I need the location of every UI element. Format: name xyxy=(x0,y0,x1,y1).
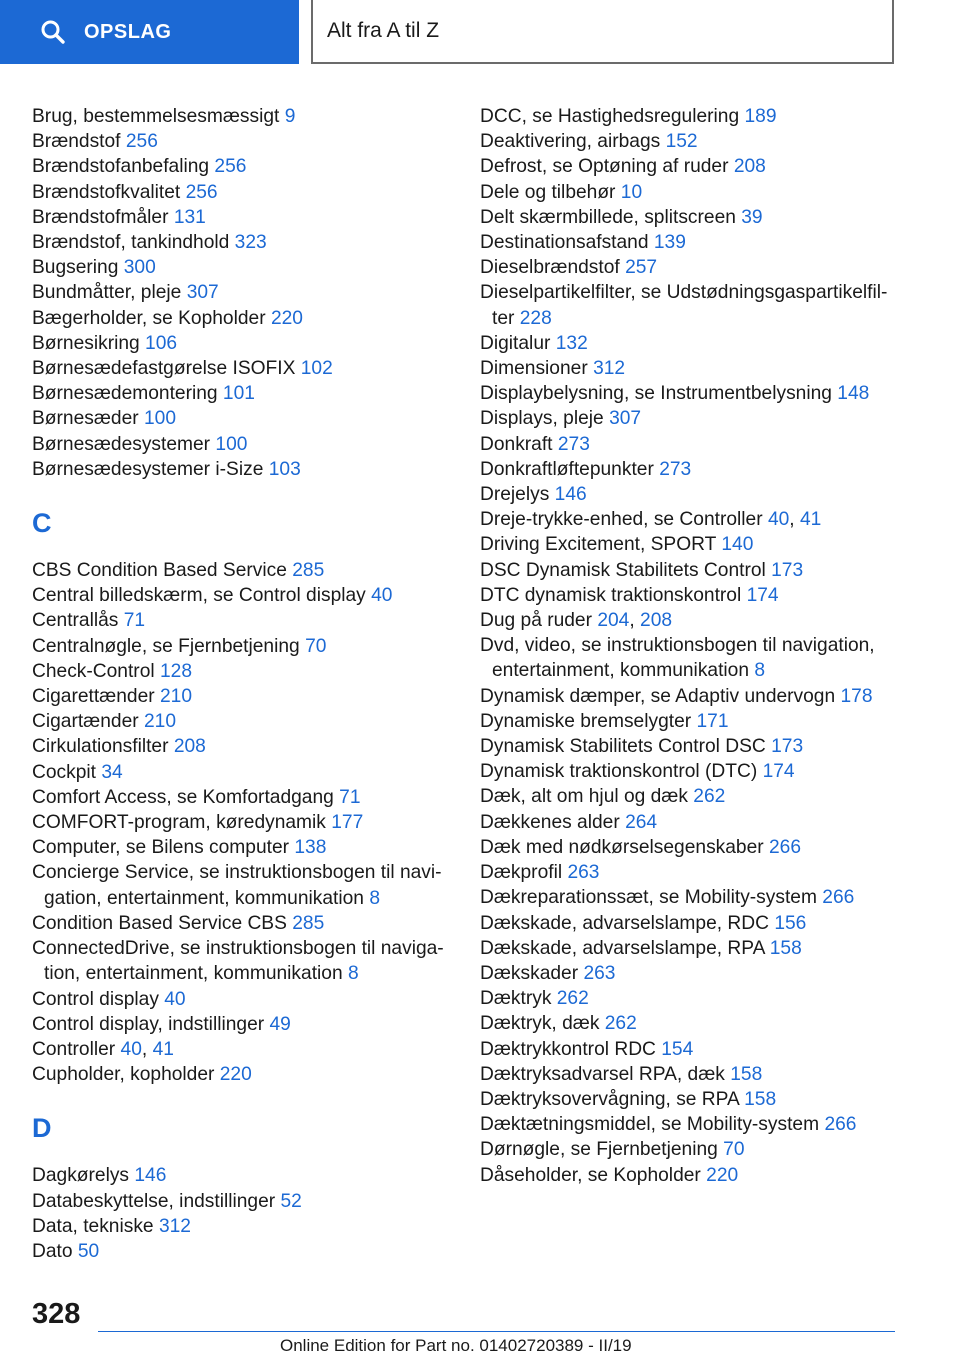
page-link[interactable]: 158 xyxy=(769,937,802,959)
page-link[interactable]: 174 xyxy=(762,761,795,783)
index-entry xyxy=(32,760,452,785)
footer-divider xyxy=(98,1331,895,1332)
page-link[interactable]: 102 xyxy=(300,358,333,380)
index-entry-term: Dækreparationssæt, se Mobility-system xyxy=(480,887,817,909)
page-link[interactable]: 49 xyxy=(269,1013,291,1035)
page-link[interactable]: 220 xyxy=(219,1064,252,1086)
index-entry-term: Central billedskærm, se Control display xyxy=(32,585,366,607)
index-entry-term: Brændstofkvalitet xyxy=(32,181,181,203)
index-entry xyxy=(480,784,900,809)
index-entry xyxy=(480,986,900,1011)
page-link[interactable]: 154 xyxy=(661,1038,694,1060)
index-entry xyxy=(32,205,452,230)
index-entry-term: Dækskader xyxy=(480,962,579,984)
index-entry-term: Control display xyxy=(32,988,159,1010)
index-entry-term: Cupholder, kopholder xyxy=(32,1064,215,1086)
index-entry xyxy=(32,810,452,835)
index-entry xyxy=(32,306,452,331)
page-link[interactable]: 50 xyxy=(77,1240,100,1262)
index-entry-term: Displays, pleje xyxy=(480,408,604,430)
page-link[interactable]: 138 xyxy=(294,837,327,859)
index-entry xyxy=(480,734,900,759)
index-entry-term: Dæk, alt om hjul og dæk xyxy=(480,786,688,808)
index-entry-term: Cirkulationsfilter xyxy=(32,736,169,758)
index-entry xyxy=(32,381,452,406)
page-link[interactable]: 300 xyxy=(123,257,156,279)
index-entry xyxy=(480,532,900,557)
page-link[interactable]: 101 xyxy=(222,383,255,405)
index-entry xyxy=(32,331,452,356)
page-link[interactable]: 71 xyxy=(123,610,146,632)
index-entry-term: COMFORT-program, køredynamik xyxy=(32,812,326,834)
index-column-right xyxy=(480,104,900,1188)
index-entry xyxy=(32,936,452,986)
index-entry xyxy=(32,1012,452,1037)
index-entry-term: Delt skærmbillede, splitscreen xyxy=(480,206,736,228)
index-entry xyxy=(32,987,452,1012)
index-entry xyxy=(480,558,900,583)
index-entry-term: Dåseholder, se Kopholder xyxy=(480,1164,701,1186)
index-entry xyxy=(480,280,900,330)
page-link[interactable]: 146 xyxy=(134,1165,167,1187)
index-entry xyxy=(480,356,900,381)
index-entry xyxy=(32,406,452,431)
index-entry-term: Donkraft xyxy=(480,433,553,455)
index-entry-term: Check-Control xyxy=(32,660,155,682)
index-entry xyxy=(480,911,900,936)
page-link[interactable]: 40 xyxy=(120,1038,142,1060)
index-entry xyxy=(32,860,452,910)
index-entry-term: Donkraftløftepunkter xyxy=(480,458,654,480)
index-entry xyxy=(32,154,452,179)
page-link[interactable]: 9 xyxy=(284,106,296,127)
index-entry xyxy=(480,583,900,608)
page-link[interactable]: 273 xyxy=(557,433,590,455)
section-title: Alt fra A til Z xyxy=(327,19,440,42)
index-entry-term: Bundmåtter, pleje xyxy=(32,282,182,304)
page-link[interactable]: 210 xyxy=(160,686,193,708)
index-entry-term: DCC, se Hastighedsregulering xyxy=(480,106,740,127)
page-link[interactable]: 263 xyxy=(567,862,600,884)
page-link[interactable]: 263 xyxy=(583,962,616,984)
page-link[interactable]: 208 xyxy=(733,156,766,178)
index-entry: Dug på ruder 204, 208 xyxy=(480,610,673,632)
index-entry xyxy=(32,785,452,810)
page-link[interactable]: 100 xyxy=(215,433,248,455)
index-entry-term: Dækprofil xyxy=(480,862,563,884)
index-entry-term: Dele og tilbehør xyxy=(480,181,616,203)
index-entry xyxy=(480,457,900,482)
index-entry-term: Condition Based Service CBS xyxy=(32,912,287,934)
index-entry xyxy=(32,180,452,205)
index-entry xyxy=(32,1239,452,1264)
index-entry xyxy=(480,709,900,734)
index-entry-term: Destinationsafstand xyxy=(480,232,649,254)
index-column-left xyxy=(32,104,452,1264)
index-entry-term: Dækskade, advarselslampe, RPA xyxy=(480,937,765,959)
index-entry-term: Dæktryksovervågning, se RPA xyxy=(480,1088,739,1110)
page-link[interactable]: 189 xyxy=(744,106,777,127)
index-entry-term: Centralnøgle, se Fjernbetjening xyxy=(32,635,300,657)
page-link[interactable]: 312 xyxy=(593,358,626,380)
index-entry-term: Dæktrykkontrol RDC xyxy=(480,1038,656,1060)
index-entry-term: Bugsering xyxy=(32,257,119,279)
index-entry-term: Dørnøgle, se Fjernbetjening xyxy=(480,1139,718,1161)
page-link[interactable]: 8 xyxy=(347,963,359,985)
index-entry-term: Dynamiske bremselygter xyxy=(480,710,692,732)
index-entry xyxy=(480,482,900,507)
page-link[interactable]: 208 xyxy=(173,736,206,758)
index-entry xyxy=(480,104,900,129)
index-entry-term: Driving Excitement, SPORT xyxy=(480,534,717,556)
index-entry-term: Computer, se Bilens computer xyxy=(32,837,290,859)
index-entry-term: Concierge Service, se instruktionsbogen til navi-gation, entertainment, kommunikation xyxy=(32,862,442,909)
page-link[interactable]: 52 xyxy=(280,1190,302,1212)
index-entry xyxy=(480,1011,900,1036)
index-entry xyxy=(480,255,900,280)
index-entry xyxy=(480,381,900,406)
index-entry xyxy=(32,558,452,583)
index-entry xyxy=(32,1163,452,1188)
index-entry-term: Dækskade, advarselslampe, RDC xyxy=(480,912,769,934)
page-link[interactable]: 285 xyxy=(292,912,325,934)
page-link[interactable]: 34 xyxy=(101,761,123,783)
index-entry-term: Dækkenes alder xyxy=(480,811,620,833)
index-entry-term: Dæktætningsmiddel, se Mobility-system xyxy=(480,1114,820,1136)
page-link[interactable]: 156 xyxy=(774,912,807,934)
index-entry-term: Drejelys xyxy=(480,484,550,506)
page-link[interactable]: 256 xyxy=(185,181,218,203)
index-entry-term: Displaybelysning, se Instrumentbelysning xyxy=(480,383,832,405)
index-entry-term: Deaktivering, airbags xyxy=(480,131,661,153)
index-entry-term: Control display, indstillinger xyxy=(32,1013,265,1035)
search-tab[interactable] xyxy=(0,0,299,64)
index-entry-term: Dieselbrændstof xyxy=(480,257,620,279)
page-link[interactable]: 177 xyxy=(331,812,364,834)
page-link[interactable]: 208 xyxy=(640,610,673,632)
index-entry-term: Bægerholder, se Kopholder xyxy=(32,307,266,329)
index-entry xyxy=(32,129,452,154)
page-link[interactable]: 39 xyxy=(741,206,763,228)
index-entry-term: Cigarettænder xyxy=(32,686,155,708)
page-link[interactable]: 266 xyxy=(824,1114,857,1136)
page-link[interactable]: 262 xyxy=(604,1013,637,1035)
index-entry xyxy=(480,860,900,885)
section-title-tab[interactable] xyxy=(311,0,894,64)
index-entry xyxy=(32,608,452,633)
page-link[interactable]: 307 xyxy=(609,408,642,430)
page-link[interactable]: 148 xyxy=(837,383,870,405)
index-entry: Controller 40, 41 xyxy=(32,1038,174,1060)
index-entry-term: Dvd, video, se instruktionsbogen til navigation, entertainment, kommunikation xyxy=(480,635,875,682)
page-link[interactable]: 132 xyxy=(555,332,588,354)
index-entry xyxy=(480,885,900,910)
index-entry-term: Cigartænder xyxy=(32,711,139,733)
index-entry xyxy=(32,457,452,482)
page-link[interactable]: 256 xyxy=(125,131,158,153)
index-entry-term: Dato xyxy=(32,1240,73,1262)
index-entry-term: Controller xyxy=(32,1038,116,1060)
index-entry-term: Dynamisk dæmper, se Adaptiv undervogn xyxy=(480,685,836,707)
page-link[interactable]: 210 xyxy=(144,711,177,733)
index-entry xyxy=(32,583,452,608)
index-entry xyxy=(480,1037,900,1062)
page-link[interactable]: 139 xyxy=(653,232,686,254)
index-entry-term: Dug på ruder xyxy=(480,610,592,632)
index-entry xyxy=(480,936,900,961)
index-entry xyxy=(32,835,452,860)
index-entry xyxy=(480,759,900,784)
page-link[interactable]: 103 xyxy=(268,458,301,480)
index-entry xyxy=(32,104,452,129)
index-entry-term: Børnesædemontering xyxy=(32,383,218,405)
index-entry xyxy=(32,684,452,709)
page-link[interactable]: 40 xyxy=(371,585,393,607)
header xyxy=(0,0,960,68)
index-entry xyxy=(32,709,452,734)
index-entry-term: Dæktryk xyxy=(480,988,552,1010)
page-link[interactable]: 70 xyxy=(723,1139,745,1161)
page-link[interactable]: 273 xyxy=(659,458,692,480)
index-entry xyxy=(32,734,452,759)
page-link[interactable]: 173 xyxy=(771,736,804,758)
page-link[interactable]: 174 xyxy=(746,584,779,606)
page-link[interactable]: 257 xyxy=(625,257,658,279)
index-entry-term: Børnesædesystemer i-Size xyxy=(32,458,264,480)
index-entry xyxy=(480,129,900,154)
index-entry-term: Brændstof xyxy=(32,131,121,153)
page-link[interactable]: 158 xyxy=(744,1088,777,1110)
index-entry: Dreje-trykke-enhed, se Controller 40, 41 xyxy=(480,509,822,531)
index-entry xyxy=(32,1189,452,1214)
index-entry-term: Børnesikring xyxy=(32,332,140,354)
index-entry-term: DSC Dynamisk Stabilitets Control xyxy=(480,559,766,581)
page-link[interactable]: 158 xyxy=(730,1063,763,1085)
page-link[interactable]: 285 xyxy=(292,560,325,582)
index-entry xyxy=(480,154,900,179)
page-link[interactable]: 307 xyxy=(186,282,219,304)
index-entry-term: Brændstofanbefaling xyxy=(32,156,210,178)
index-entry xyxy=(480,1112,900,1137)
index-entry xyxy=(480,331,900,356)
page-link[interactable]: 41 xyxy=(152,1038,174,1060)
index-entry-term: Centrallås xyxy=(32,610,119,632)
index-entry-term: Dieselpartikelfilter, se Udstødningsgaspartikelfil-ter xyxy=(480,282,888,329)
index-entry-term: Dreje-trykke-enhed, se Controller xyxy=(480,509,763,531)
page-link[interactable]: 220 xyxy=(270,307,303,329)
page-link[interactable]: 40 xyxy=(767,509,790,531)
index-entry xyxy=(480,835,900,860)
page-link[interactable]: 41 xyxy=(799,509,822,531)
index-entry-term: ConnectedDrive, se instruktionsbogen til naviga-tion, entertainment, kommunikation xyxy=(32,938,444,985)
page-link[interactable]: 40 xyxy=(164,988,186,1010)
page-link[interactable]: 323 xyxy=(234,232,267,254)
index-entry xyxy=(32,230,452,255)
index-letter-heading: C xyxy=(32,508,52,539)
page-link[interactable]: 8 xyxy=(369,887,380,909)
index-entry-term: Brændstof, tankindhold xyxy=(32,232,230,254)
index-entry-term: Dimensioner xyxy=(480,358,588,380)
index-entry xyxy=(32,659,452,684)
page-link[interactable]: 204 xyxy=(597,610,630,632)
page-link[interactable]: 262 xyxy=(693,786,726,808)
index-entry-term: Dæktryksadvarsel RPA, dæk xyxy=(480,1063,725,1085)
page-link[interactable]: 140 xyxy=(721,534,754,556)
index-entry-term: Dagkørelys xyxy=(32,1165,130,1187)
page-link[interactable]: 171 xyxy=(696,710,729,732)
index-entry xyxy=(32,432,452,457)
index-entry-term: Brændstofmåler xyxy=(32,206,169,228)
page-link[interactable]: 128 xyxy=(159,660,192,682)
index-entry-term: Defrost, se Optøning af ruder xyxy=(480,156,729,178)
page-link[interactable]: 266 xyxy=(822,887,855,909)
index-entry xyxy=(480,1087,900,1112)
index-entry xyxy=(32,911,452,936)
index-entry-term: Databeskyttelse, indstillinger xyxy=(32,1190,276,1212)
index-entry-term: Brug, bestemmelsesmæssigt xyxy=(32,106,280,127)
index-entry-term: Dæktryk, dæk xyxy=(480,1013,600,1035)
index-entry xyxy=(480,406,900,431)
index-entry xyxy=(480,810,900,835)
index-entry xyxy=(480,205,900,230)
index-entry-term: Dæk med nødkørselsegenskaber xyxy=(480,836,764,858)
index-entry-term: Børnesædefastgørelse ISOFIX xyxy=(32,358,296,380)
index-entry-term: Comfort Access, se Komfortadgang xyxy=(32,786,334,808)
page-link[interactable]: 71 xyxy=(339,786,361,808)
index-entry-term: CBS Condition Based Service xyxy=(32,560,287,582)
search-icon xyxy=(40,19,66,45)
index-entry-term: Børnesæder xyxy=(32,408,139,430)
index-entry xyxy=(480,1163,900,1188)
index-entry xyxy=(32,255,452,280)
index-entry xyxy=(480,633,900,683)
page-link[interactable]: 152 xyxy=(665,131,698,153)
page-link[interactable]: 312 xyxy=(158,1215,191,1237)
page-link[interactable]: 264 xyxy=(625,811,658,833)
index-entry xyxy=(480,684,900,709)
page-link[interactable]: 266 xyxy=(769,836,802,858)
page-number: 328 xyxy=(32,1298,81,1330)
page-link[interactable]: 178 xyxy=(840,685,873,707)
page-link[interactable]: 146 xyxy=(554,484,587,506)
index-entry xyxy=(32,1062,452,1087)
index-entry xyxy=(32,634,452,659)
index-entry xyxy=(480,432,900,457)
index-entry-term: DTC dynamisk traktionskontrol xyxy=(480,584,742,606)
search-tab-label: OPSLAG xyxy=(84,20,172,43)
page-link[interactable]: 262 xyxy=(556,988,589,1010)
page-link[interactable]: 70 xyxy=(305,635,327,657)
page-link[interactable]: 10 xyxy=(620,181,643,203)
index-entry-term: Data, tekniske xyxy=(32,1215,154,1237)
index-entry-term: Cockpit xyxy=(32,761,96,783)
page-link[interactable]: 173 xyxy=(771,559,804,581)
page-link[interactable]: 8 xyxy=(754,660,766,682)
index-entry xyxy=(480,230,900,255)
index-entry-term: Digitalur xyxy=(480,332,551,354)
page-link[interactable]: 256 xyxy=(214,156,247,178)
index-entry-term: Dynamisk Stabilitets Control DSC xyxy=(480,736,766,758)
index-entry xyxy=(480,961,900,986)
page-link[interactable]: 106 xyxy=(145,332,178,354)
footer-edition: Online Edition for Part no. 01402720389 - II/19 xyxy=(280,1336,632,1355)
index-entry xyxy=(32,1214,452,1239)
page-link[interactable]: 220 xyxy=(706,1164,739,1186)
index-entry-term: Børnesædesystemer xyxy=(32,433,211,455)
index-entry-term: Dynamisk traktionskontrol (DTC) xyxy=(480,761,758,783)
index-entry xyxy=(480,1137,900,1162)
index-letter-heading: D xyxy=(32,1113,52,1144)
index-entry xyxy=(480,180,900,205)
index-entry xyxy=(32,280,452,305)
page-link[interactable]: 100 xyxy=(143,408,176,430)
index-entry xyxy=(32,356,452,381)
index-entry xyxy=(480,1062,900,1087)
page-link[interactable]: 228 xyxy=(519,307,552,329)
page-link[interactable]: 131 xyxy=(173,206,206,228)
